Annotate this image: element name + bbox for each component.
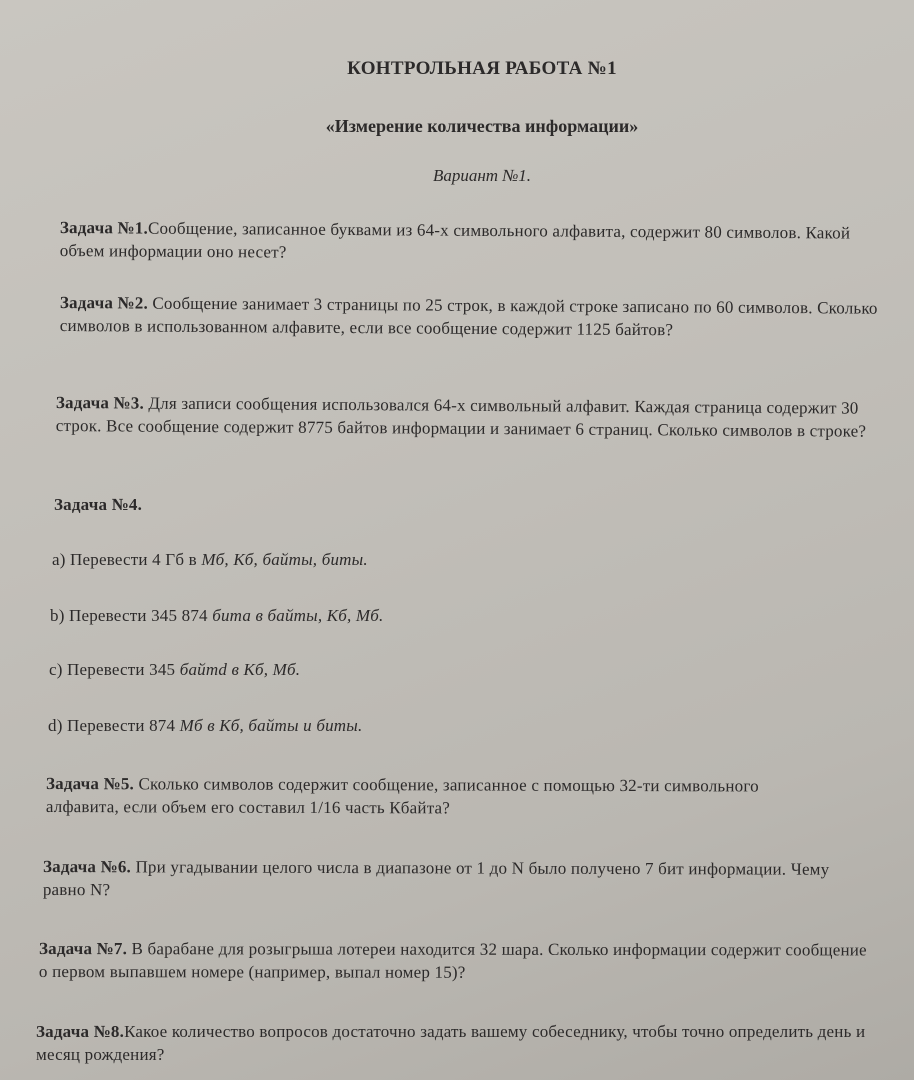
task-8-label: Задача №8. bbox=[36, 1022, 125, 1041]
task-6-label: Задача №6. bbox=[42, 857, 132, 877]
task-4-item-b bbox=[50, 604, 383, 627]
task-4-item-c-italic: байтd в Кб, Мб. bbox=[179, 660, 301, 679]
task-4-item-a bbox=[52, 548, 368, 571]
task-1-text: Сообщение, записанное буквами из 64-х символьного алфавита, содержит 80 символов. Какой объем информации оно несет? bbox=[59, 218, 851, 262]
task-4-item-a-letter: a) bbox=[52, 550, 66, 569]
task-4-item-c-text: Перевести 345 bbox=[62, 660, 180, 679]
task-4-item-a-italic: Мб, Кб, байты, биты. bbox=[201, 550, 368, 569]
task-2 bbox=[60, 291, 882, 343]
task-4 bbox=[54, 493, 654, 516]
task-4-item-b-letter: b) bbox=[50, 606, 65, 625]
task-1-label: Задача №1. bbox=[59, 217, 149, 238]
task-4-item-c-letter: c) bbox=[49, 660, 63, 679]
task-4-item-d bbox=[48, 714, 362, 737]
page-subtitle: «Измерение количества информации» bbox=[325, 116, 639, 136]
task-8 bbox=[36, 1020, 906, 1066]
task-4-item-d-italic: Мб в Кб, байты и биты. bbox=[179, 716, 363, 735]
task-5 bbox=[46, 772, 806, 821]
task-6 bbox=[43, 855, 843, 904]
task-3 bbox=[56, 391, 896, 443]
task-4-label: Задача №4. bbox=[54, 495, 143, 514]
task-5-text: Сколько символов содержит сообщение, записанное с помощью 32-ти символьного алфавита, если объем его составил 1/16 часть Кбайта? bbox=[45, 774, 759, 818]
task-4-item-d-text: Перевести 874 bbox=[62, 716, 180, 735]
task-4-item-b-text: Перевести 345 874 bbox=[64, 606, 213, 625]
task-3-label: Задача №3. bbox=[55, 392, 145, 413]
task-4-item-a-text: Перевести 4 Гб в bbox=[65, 550, 202, 569]
task-7 bbox=[39, 937, 879, 984]
task-7-text: В барабане для розыгрыша лотереи находится 32 шара. Сколько информации содержит сообщение о первом выпавшем номере (например, выпал номер 15)? bbox=[38, 939, 867, 982]
task-4-item-b-italic: бита в байты, Кб, Мб. bbox=[212, 606, 384, 625]
task-2-text: Сообщение занимает 3 страницы по 25 строк, в каждой строке записано по 60 символов. Сколько символов в использованном алфавите, если все сообщение содержит 1125 байтов? bbox=[59, 293, 878, 340]
task-1 bbox=[60, 216, 860, 268]
task-2-label: Задача №2. bbox=[59, 292, 149, 313]
task-5-label: Задача №5. bbox=[45, 774, 135, 794]
page-title: КОНТРОЛЬНАЯ РАБОТА №1 bbox=[347, 58, 617, 79]
variant-label: Вариант №1. bbox=[432, 166, 532, 185]
task-8-text: Какое количество вопросов достаточно задать вашему собеседнику, чтобы точно определить день и месяц рождения? bbox=[36, 1022, 866, 1064]
task-4-item-c bbox=[49, 658, 300, 681]
task-6-text: При угадывании целого числа в диапазоне от 1 до N было получено 7 бит информации. Чему равно N? bbox=[42, 857, 830, 900]
task-4-item-d-letter: d) bbox=[48, 716, 63, 735]
task-7-label: Задача №7. bbox=[38, 939, 128, 959]
task-3-text: Для записи сообщения использовался 64-х символьный алфавит. Каждая страница содержит 30 строк. Все сообщение содержит 8775 байтов информации и занимает 6 страниц. Сколько символов в строке? bbox=[55, 393, 867, 441]
